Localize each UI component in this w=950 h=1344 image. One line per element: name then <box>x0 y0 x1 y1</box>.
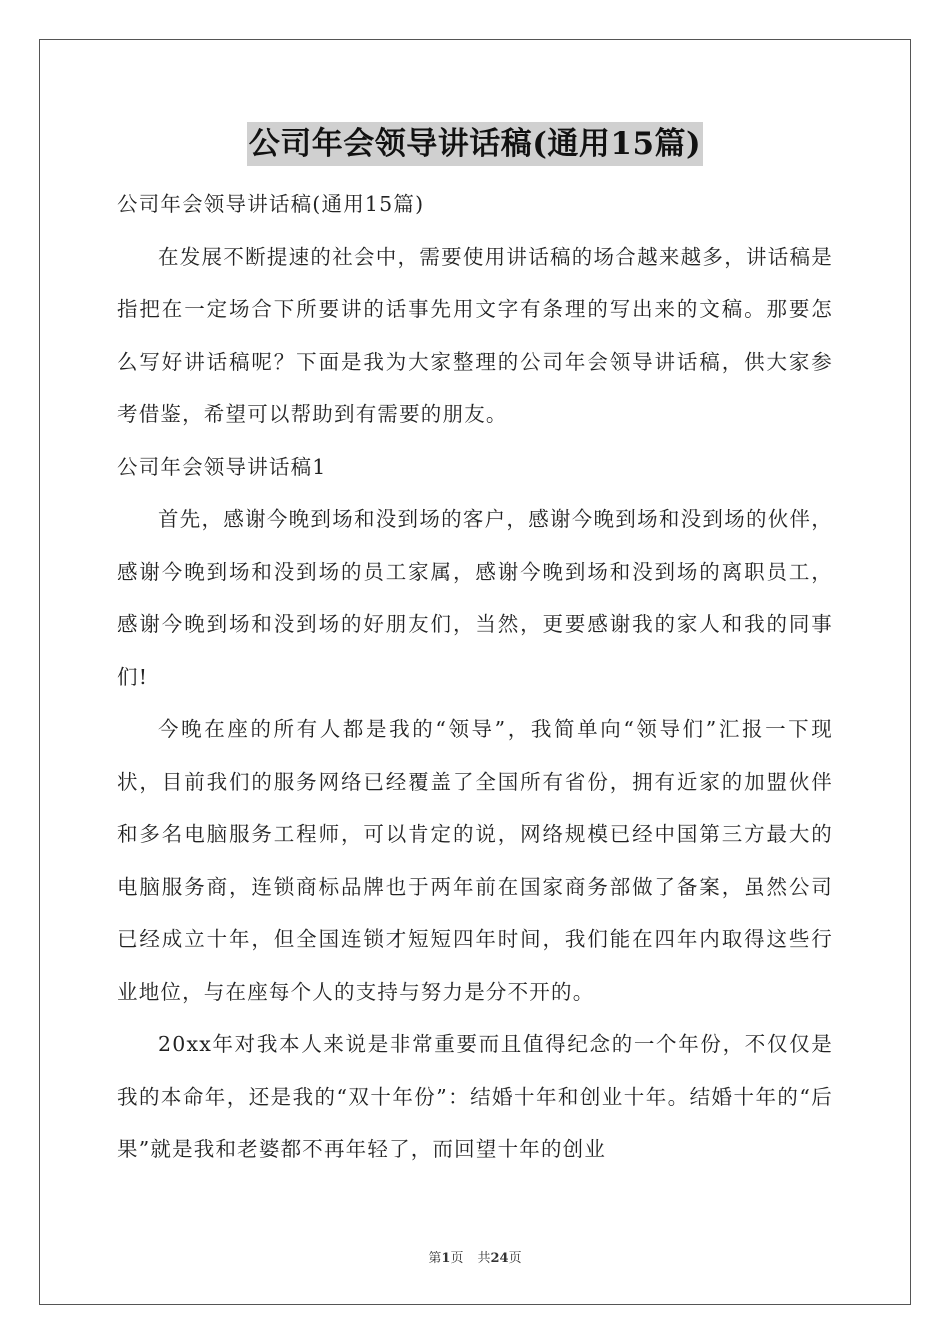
page-footer <box>0 1247 950 1266</box>
paragraph: 公司年会领导讲话稿(通用15篇) <box>117 192 425 216</box>
total-suffix: 页 <box>508 1251 522 1266</box>
page-prefix: 第 <box>428 1251 442 1266</box>
total-pages: 24 <box>490 1251 509 1266</box>
title-container <box>0 122 950 166</box>
paragraph: 20xx年对我本人来说是非常重要而且值得纪念的一个年份，不仅仅是我的本命年，还是我的“双十年份”：结婚十年和创业十年。结婚十年的“后果”就是我和老婆都不再年轻了，而回望十年的创业 <box>117 1032 833 1161</box>
document-title: 公司年会领导讲话稿(通用15篇) <box>247 122 703 166</box>
total-prefix: 共 <box>477 1251 491 1266</box>
page-suffix: 页 <box>450 1251 464 1266</box>
paragraph: 今晚在座的所有人都是我的“领导”，我简单向“领导们”汇报一下现状，目前我们的服务网络已经覆盖了全国所有省份，拥有近家的加盟伙伴和多名电脑服务工程师，可以肯定的说，网络规模已经中国第三方最大的电脑服务商，连锁商标品牌也于两年前在国家商务部做了备案，虽然公司已经成立十年，但全国连锁才短短四年时间，我们能在四年内取得这些行业地位，与在座每个人的支持与努力是分不开的。 <box>117 717 833 1004</box>
page-number: 1 <box>441 1251 451 1266</box>
paragraph: 公司年会领导讲话稿1 <box>117 454 327 479</box>
paragraph: 首先，感谢今晚到场和没到场的客户，感谢今晚到场和没到场的伙伴，感谢今晚到场和没到场的员工家属，感谢今晚到场和没到场的离职员工，感谢今晚到场和没到场的好朋友们，当然，更要感谢我的家人和我的同事们! <box>117 507 833 689</box>
paragraph: 在发展不断提速的社会中，需要使用讲话稿的场合越来越多，讲话稿是指把在一定场合下所要讲的话事先用文字有条理的写出来的文稿。那要怎么写好讲话稿呢？下面是我为大家整理的公司年会领导讲话稿，供大家参考借鉴，希望可以帮助到有需要的朋友。 <box>117 244 833 426</box>
document-body <box>117 178 833 1176</box>
